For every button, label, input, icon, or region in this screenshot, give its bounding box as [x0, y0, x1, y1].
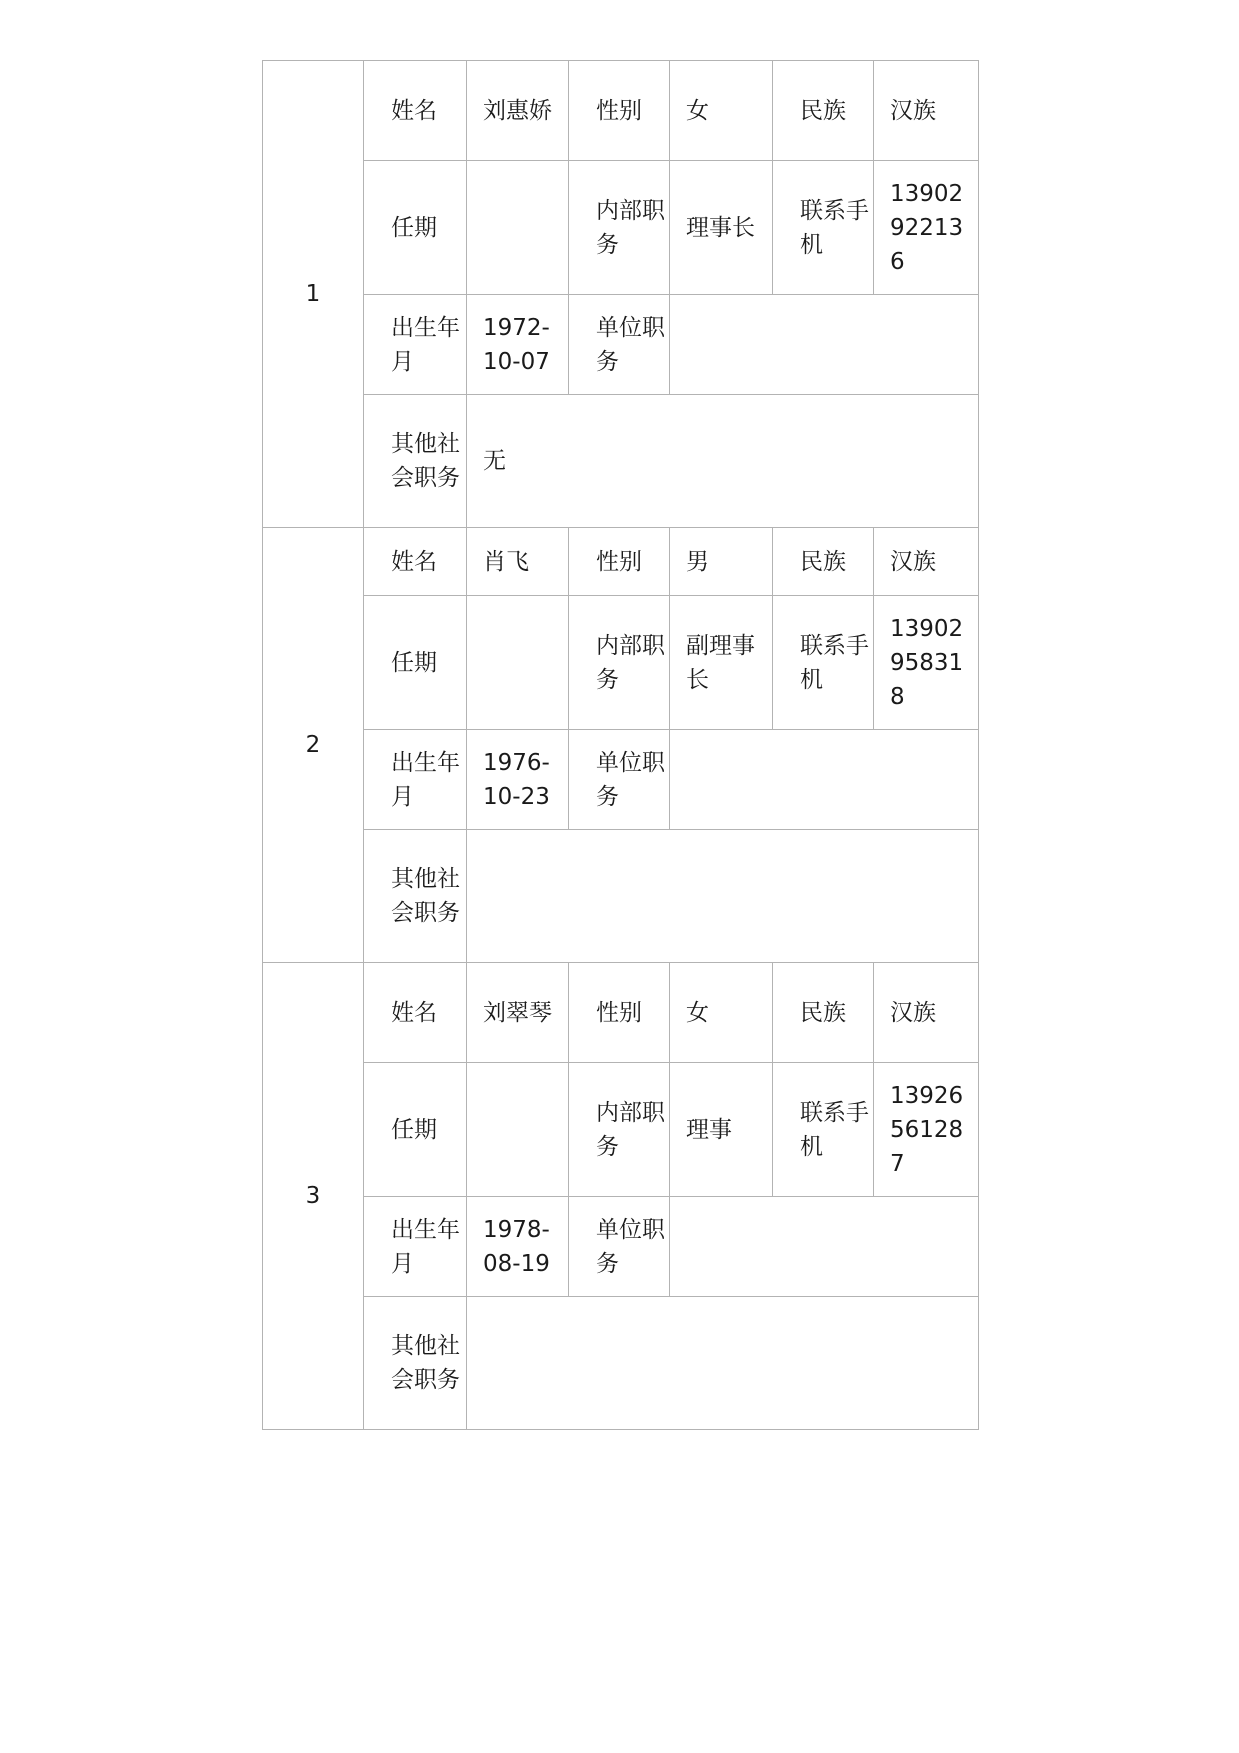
board-member-table [262, 60, 979, 1430]
other-social-label: 其他社会职务 [364, 395, 467, 528]
mobile-label: 联系手机 [773, 596, 874, 730]
gender-label: 性别 [569, 61, 670, 161]
name-value: 刘惠娇 [467, 61, 569, 161]
member-3-birth-row [263, 1197, 979, 1297]
term-label: 任期 [364, 161, 467, 295]
member-1-term-row [263, 161, 979, 295]
mobile-value: 13902922136 [874, 161, 979, 295]
ethnicity-label: 民族 [773, 61, 874, 161]
gender-value: 女 [670, 963, 773, 1063]
ethnicity-value: 汉族 [874, 528, 979, 596]
other-social-value [467, 1297, 979, 1430]
term-label: 任期 [364, 596, 467, 730]
birth-label: 出生年月 [364, 295, 467, 395]
internal-position-label: 内部职务 [569, 596, 670, 730]
gender-label: 性别 [569, 963, 670, 1063]
name-value: 刘翠琴 [467, 963, 569, 1063]
ethnicity-value: 汉族 [874, 61, 979, 161]
birth-label: 出生年月 [364, 730, 467, 830]
internal-position-value: 理事长 [670, 161, 773, 295]
member-2-name-row [263, 528, 979, 596]
mobile-value: 13926561287 [874, 1063, 979, 1197]
other-social-label: 其他社会职务 [364, 1297, 467, 1430]
member-1-name-row [263, 61, 979, 161]
member-index: 3 [263, 963, 364, 1430]
work-position-value [670, 1197, 979, 1297]
member-index: 2 [263, 528, 364, 963]
ethnicity-label: 民族 [773, 528, 874, 596]
work-position-label: 单位职务 [569, 730, 670, 830]
member-index: 1 [263, 61, 364, 528]
birth-value: 1972-10-07 [467, 295, 569, 395]
term-value [467, 596, 569, 730]
internal-position-value: 副理事长 [670, 596, 773, 730]
member-1-other-row [263, 395, 979, 528]
work-position-label: 单位职务 [569, 1197, 670, 1297]
mobile-label: 联系手机 [773, 1063, 874, 1197]
ethnicity-label: 民族 [773, 963, 874, 1063]
internal-position-label: 内部职务 [569, 161, 670, 295]
name-label: 姓名 [364, 963, 467, 1063]
member-2-term-row [263, 596, 979, 730]
mobile-label: 联系手机 [773, 161, 874, 295]
ethnicity-value: 汉族 [874, 963, 979, 1063]
member-2-other-row [263, 830, 979, 963]
gender-value: 女 [670, 61, 773, 161]
work-position-value [670, 295, 979, 395]
gender-label: 性别 [569, 528, 670, 596]
member-3-name-row [263, 963, 979, 1063]
member-1-birth-row [263, 295, 979, 395]
gender-value: 男 [670, 528, 773, 596]
member-3-term-row [263, 1063, 979, 1197]
other-social-value [467, 830, 979, 963]
member-3-other-row [263, 1297, 979, 1430]
name-label: 姓名 [364, 528, 467, 596]
internal-position-value: 理事 [670, 1063, 773, 1197]
term-value [467, 1063, 569, 1197]
work-position-label: 单位职务 [569, 295, 670, 395]
mobile-value: 13902958318 [874, 596, 979, 730]
other-social-label: 其他社会职务 [364, 830, 467, 963]
birth-value: 1976-10-23 [467, 730, 569, 830]
term-label: 任期 [364, 1063, 467, 1197]
name-label: 姓名 [364, 61, 467, 161]
other-social-value: 无 [467, 395, 979, 528]
term-value [467, 161, 569, 295]
birth-value: 1978-08-19 [467, 1197, 569, 1297]
member-2-birth-row [263, 730, 979, 830]
work-position-value [670, 730, 979, 830]
name-value: 肖飞 [467, 528, 569, 596]
internal-position-label: 内部职务 [569, 1063, 670, 1197]
birth-label: 出生年月 [364, 1197, 467, 1297]
